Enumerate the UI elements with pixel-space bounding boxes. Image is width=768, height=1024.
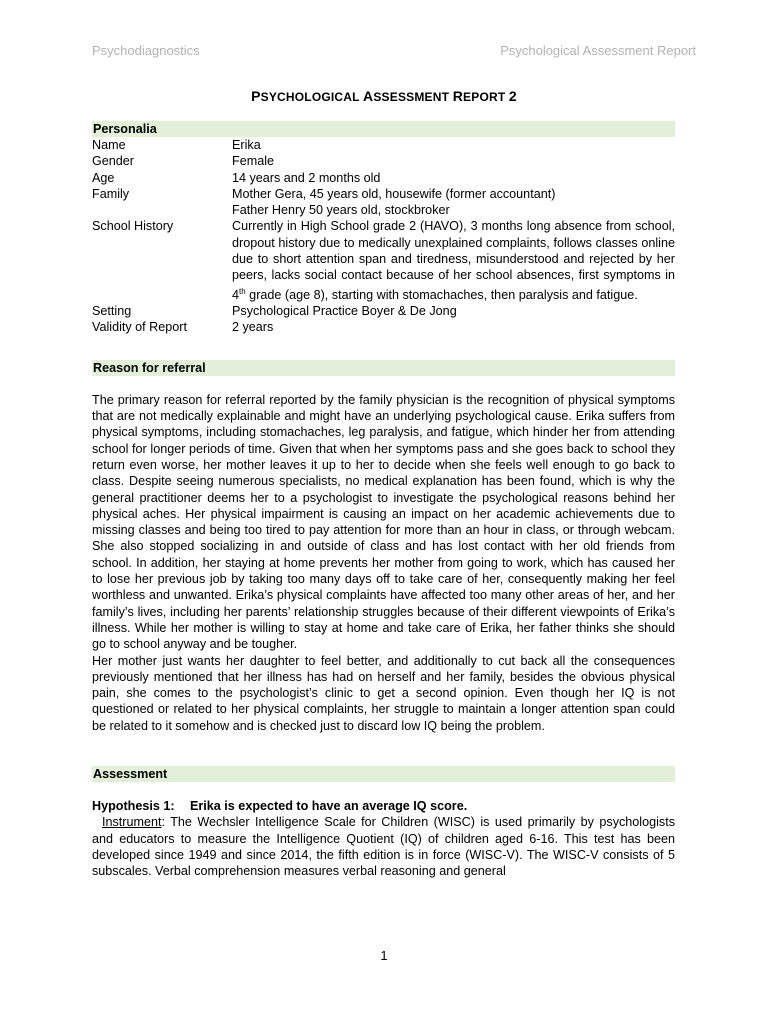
page-number: 1: [380, 948, 388, 963]
instrument-paragraph: Instrument: The Wechsler Intelligence Scale for Children (WISC) is used primarily by psychologists and educators to measure the Intelligence Quotient (IQ) of children aged 6-16. This test has been developed since 1949 and since 2014, the fifth edition is in force (WISC-V). The WISC-V consists of 5 subscales. Verbal comprehension measures verbal reasoning and general: [92, 815, 675, 879]
personalia-row-validity: Validity of Report 2 years: [92, 320, 274, 335]
report-number: 2: [508, 88, 517, 104]
personalia-row-family: Family Mother Gera, 45 years old, housewife (former accountant) Father Henry 50 years old, stockbroker: [92, 186, 675, 219]
document-title: PSYCHOLOGICAL ASSESSMENT REPORT 2: [251, 88, 517, 104]
report-body: [92, 121, 675, 879]
section-heading-personalia: Personalia: [92, 121, 675, 137]
referral-paragraph-2: Her mother just wants her daughter to feel better, and additionally to cut back all the consequences previously mentioned that her illness has had on herself and her family, besides the obvious physical pain, she comes to the psychologist’s clinic to get a second opinion. Even though her IQ is not questioned or related to her physical complaints, her struggle to maintain a longer attention span could be related to it somehow and is checked just to discard low IQ being the problem.: [92, 653, 675, 733]
personalia-row-name: Name Erika: [92, 138, 261, 152]
section-heading-referral: Reason for referral: [92, 360, 675, 376]
referral-paragraph-1: The primary reason for referral reported by the family physician is the recognition of physical symptoms that are not medically explainable and might have an underlying psychological cause. Erika suffers from physical symptoms, including stomachaches, leg paralysis, and fatigue, which hinder her from attending school for longer periods of time. Given that when her symptoms pass and she goes back to school they return even worse, her mother leaves it up to her to decide when she feels well enough to go back to class. Despite seeing numerous specialists, no medical explanation has been found, which is why the general practitioner deems her to a psychologist to investigate the psychological reasons behind her physical aches. Her physical impairment is causing an impact on her academic achievements due to missing classes and being too tired to pay attention for more than an hour in class, or through webcam. She also stopped socializing in and outside of class and has lost contact with her old friends from school. In addition, her staying at home prevents her mother from going to work, which has caused her to lose her previous job by taking too many days off to take care of her, consequently making her feel worthless and unwanted. Erika’s physical complaints have affected too many other areas of her, and her family’s lives, including her parents’ relationship struggles because of their different viewpoints of Erika’s illness. While her mother is willing to stay at home and take care of Erika, her father thinks she should go to school anyway and be tougher.: [92, 392, 675, 652]
running-header-left: Psychodiagnostics: [92, 43, 200, 58]
personalia-row-school-history: School History Currently in High School grade 2 (HAVO), 3 months long absence from school, dropout history due to medically unexplained complaints, follows classes online due to short attention span and tiredness, misunderstood and rejected by her peers, lacks social contact because of her school absences, first symptoms in 4th grade (age 8), starting with stomachaches, then paralysis and fatigue.: [92, 219, 675, 302]
family-father: Father Henry 50 years old, stockbroker: [232, 203, 450, 218]
personalia-row-age: Age 14 years and 2 months old: [92, 170, 381, 185]
personalia-row-setting: Setting Psychological Practice Boyer & De Jong: [92, 304, 457, 319]
running-header-right: Psychological Assessment Report: [500, 43, 696, 58]
section-heading-assessment: Assessment: [92, 766, 675, 782]
personalia-row-gender: Gender Female: [92, 154, 274, 169]
family-mother: Mother Gera, 45 years old, housewife (former accountant): [232, 186, 556, 201]
hypothesis-1: Hypothesis 1: Erika is expected to have an average IQ score.: [92, 798, 468, 813]
